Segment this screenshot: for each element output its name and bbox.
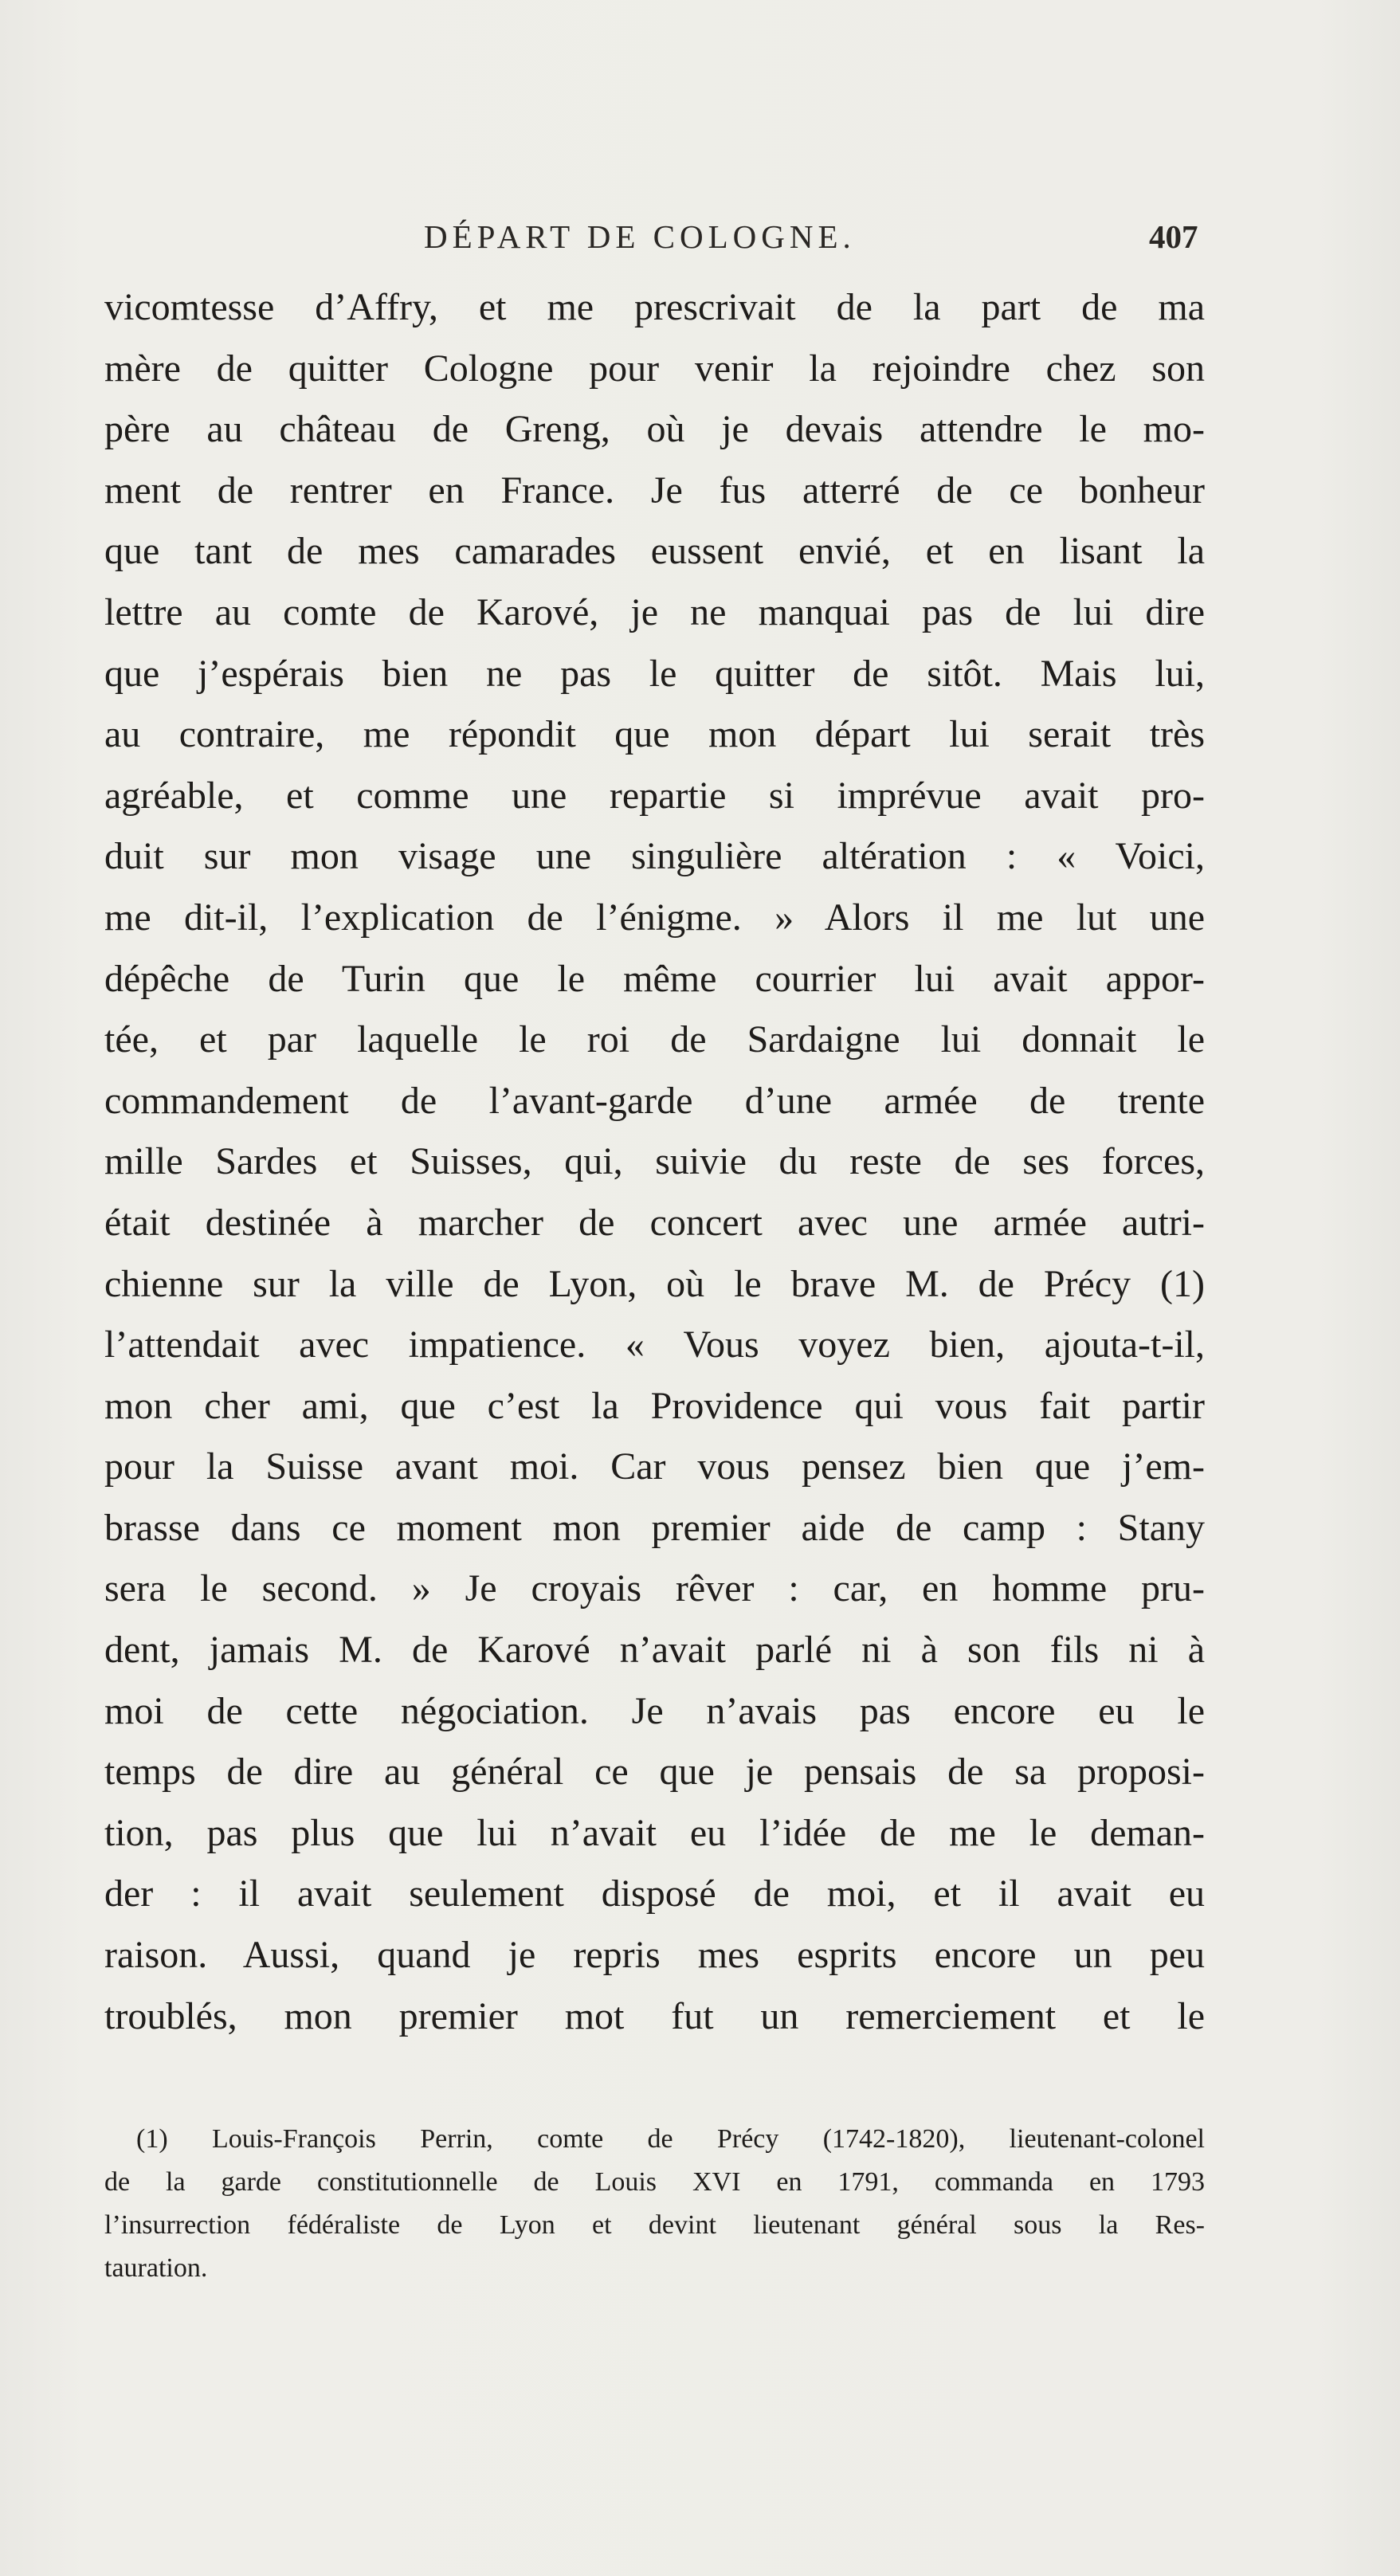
page-number: 407 xyxy=(1149,218,1198,255)
text-line: lettre au comte de Karové, je ne manquai pas de lui dire xyxy=(104,590,1205,633)
footnote-line: tauration. xyxy=(104,2253,208,2283)
footnote xyxy=(104,2118,1205,2290)
text-line: troublés, mon premier mot fut un remerciement et le xyxy=(104,1994,1205,2037)
text-line: sera le second. » Je croyais rêver : car, en homme pru- xyxy=(104,1567,1205,1610)
text-line: brasse dans ce moment mon premier aide de camp : Stany xyxy=(104,1506,1205,1549)
footnote-line: l’insurrection fédéraliste de Lyon et devint lieutenant général sous la Res- xyxy=(104,2210,1205,2240)
text-line: tée, et par laquelle le roi de Sardaigne lui donnait le xyxy=(104,1018,1205,1061)
text-line: mon cher ami, que c’est la Providence qui vous fait partir xyxy=(104,1384,1205,1427)
text-line: l’attendait avec impatience. « Vous voyez bien, ajouta-t-il, xyxy=(104,1323,1205,1366)
footnote-line: (1) Louis-François Perrin, comte de Précy (1742-1820), lieutenant-colonel xyxy=(136,2124,1205,2154)
text-line: ment de rentrer en France. Je fus atterré de ce bonheur xyxy=(104,469,1205,512)
text-line: vicomtesse d’Affry, et me prescrivait de la part de ma xyxy=(104,286,1205,328)
footnote-line: de la garde constitutionnelle de Louis XVI en 1791, commanda en 1793 xyxy=(104,2167,1205,2197)
text-line: agréable, et comme une repartie si imprévue avait pro- xyxy=(104,774,1205,817)
text-line: dent, jamais M. de Karové n’avait parlé ni à son fils ni à xyxy=(104,1629,1205,1672)
text-line: chienne sur la ville de Lyon, où le brave M. de Précy (1) xyxy=(104,1262,1205,1305)
running-head xyxy=(0,209,1400,265)
text-line: temps de dire au général ce que je pensais de sa proposi- xyxy=(104,1751,1205,1794)
text-line: père au château de Greng, où je devais attendre le mo- xyxy=(104,408,1205,451)
text-line: pour la Suisse avant moi. Car vous pensez bien que j’em- xyxy=(104,1445,1205,1488)
text-line: au contraire, me répondit que mon départ lui serait très xyxy=(104,713,1205,756)
text-line: dépêche de Turin que le même courrier lui avait appor- xyxy=(104,957,1205,1000)
text-line: moi de cette négociation. Je n’avais pas encore eu le xyxy=(104,1689,1205,1732)
text-line: mère de quitter Cologne pour venir la rejoindre chez son xyxy=(104,347,1205,390)
text-line: raison. Aussi, quand je repris mes esprits encore un peu xyxy=(104,1934,1205,1977)
text-line: était destinée à marcher de concert avec une armée autri- xyxy=(104,1201,1205,1244)
body-text xyxy=(104,277,1205,2047)
text-line: duit sur mon visage une singulière altération : « Voici, xyxy=(104,835,1205,878)
text-line: der : il avait seulement disposé de moi, et il avait eu xyxy=(104,1872,1205,1915)
text-line: mille Sardes et Suisses, qui, suivie du reste de ses forces, xyxy=(104,1140,1205,1183)
running-title: DÉPART DE COLOGNE. xyxy=(424,218,856,255)
text-line: que j’espérais bien ne pas le quitter de sitôt. Mais lui, xyxy=(104,652,1205,695)
text-line: tion, pas plus que lui n’avait eu l’idée de me le deman- xyxy=(104,1811,1205,1854)
text-line: me dit-il, l’explication de l’énigme. » Alors il me lut une xyxy=(104,896,1205,939)
text-line: que tant de mes camarades eussent envié, et en lisant la xyxy=(104,530,1205,573)
text-line: commandement de l’avant-garde d’une armée de trente xyxy=(104,1079,1205,1122)
